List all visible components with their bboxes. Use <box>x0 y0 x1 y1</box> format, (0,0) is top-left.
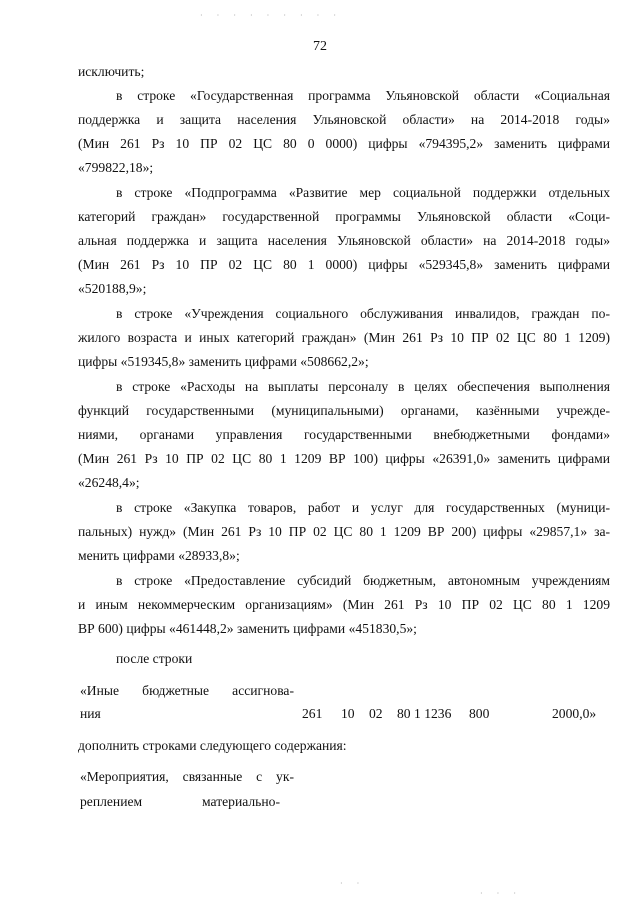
table-cell-rz: 10 <box>341 706 355 721</box>
scan-speckles: · · · · · · · · · <box>200 11 342 20</box>
paragraph-line: (Мин 261 Рз 10 ПР 02 ЦС 80 0 0000) цифры «794395,2» заменить цифрами <box>78 136 610 151</box>
paragraph-line: в строке «Учреждения социального обслуживания инвалидов, граждан по- <box>116 306 610 321</box>
paragraph-line: функций государственными (муниципальными) органами, казёнными учрежде- <box>78 403 610 418</box>
paragraph-line: в строке «Расходы на выплаты персоналу в целях обеспечения выполнения <box>116 379 610 394</box>
paragraph-line: исключить; <box>78 64 145 79</box>
table-cell-pr: 02 <box>369 706 383 721</box>
scan-speckles: · · · <box>480 889 522 898</box>
table-cell-min: 261 <box>302 706 323 721</box>
paragraph-line: в строке «Подпрограмма «Развитие мер социальной поддержки отдельных <box>116 185 610 200</box>
paragraph-line: пальных) нужд» (Мин 261 Рз 10 ПР 02 ЦС 80 1 1209 ВР 200) цифры «29857,1» за- <box>78 524 610 539</box>
table-row-name: ния <box>80 706 101 721</box>
new-row-name: «Мероприятия, связанные с ук- <box>80 769 294 784</box>
paragraph-line: цифры «519345,8» заменить цифрами «508662,2»; <box>78 354 369 369</box>
table-cell-sum: 2000,0» <box>552 706 597 721</box>
paragraph-line: в строке «Государственная программа Ульяновской области «Социальная <box>116 88 610 103</box>
paragraph-line: (Мин 261 Рз 10 ПР 02 ЦС 80 1 1209 ВР 100) цифры «26391,0» заменить цифрами <box>78 451 610 466</box>
paragraph-line: ВР 600) цифры «461448,2» заменить цифрами «451830,5»; <box>78 621 417 636</box>
paragraph-line: и иным некоммерческим организациям» (Мин 261 Рз 10 ПР 02 ЦС 80 1 1209 <box>78 597 610 612</box>
paragraph-line: «799822,18»; <box>78 160 154 175</box>
scan-speckles: · · <box>340 879 366 888</box>
paragraph-line: менить цифрами «28933,8»; <box>78 548 240 563</box>
paragraph-line: ниями, органами управления государственными внебюджетными фондами» <box>78 427 610 442</box>
new-row-name: реплением <box>80 794 143 809</box>
page-number: 72 <box>313 39 327 54</box>
table-cell-cs: 80 1 1236 <box>397 706 452 721</box>
paragraph-line: в строке «Закупка товаров, работ и услуг для государственных (муници- <box>116 500 610 515</box>
paragraph-line: альная поддержка и защита населения Ульяновской области» на 2014-2018 годы» <box>78 233 610 248</box>
paragraph-line: поддержка и защита населения Ульяновской области» на 2014-2018 годы» <box>78 112 610 127</box>
table-row-name: «Иные бюджетные ассигнова- <box>80 683 294 698</box>
paragraph-line: дополнить строками следующего содержания: <box>78 738 347 753</box>
new-row-name: материально- <box>202 794 280 809</box>
paragraph-line: после строки <box>116 651 193 666</box>
paragraph-line: «520188,9»; <box>78 281 147 296</box>
paragraph-line: категорий граждан» государственной программы Ульяновской области «Соци- <box>78 209 610 224</box>
table-cell-vr: 800 <box>469 706 490 721</box>
paragraph-line: (Мин 261 Рз 10 ПР 02 ЦС 80 1 0000) цифры «529345,8» заменить цифрами <box>78 257 610 272</box>
paragraph-line: жилого возраста и иных категорий граждан» (Мин 261 Рз 10 ПР 02 ЦС 80 1 1209) <box>78 330 610 345</box>
paragraph-line: «26248,4»; <box>78 475 140 490</box>
paragraph-line: в строке «Предоставление субсидий бюджетным, автономным учреждениям <box>116 573 610 588</box>
